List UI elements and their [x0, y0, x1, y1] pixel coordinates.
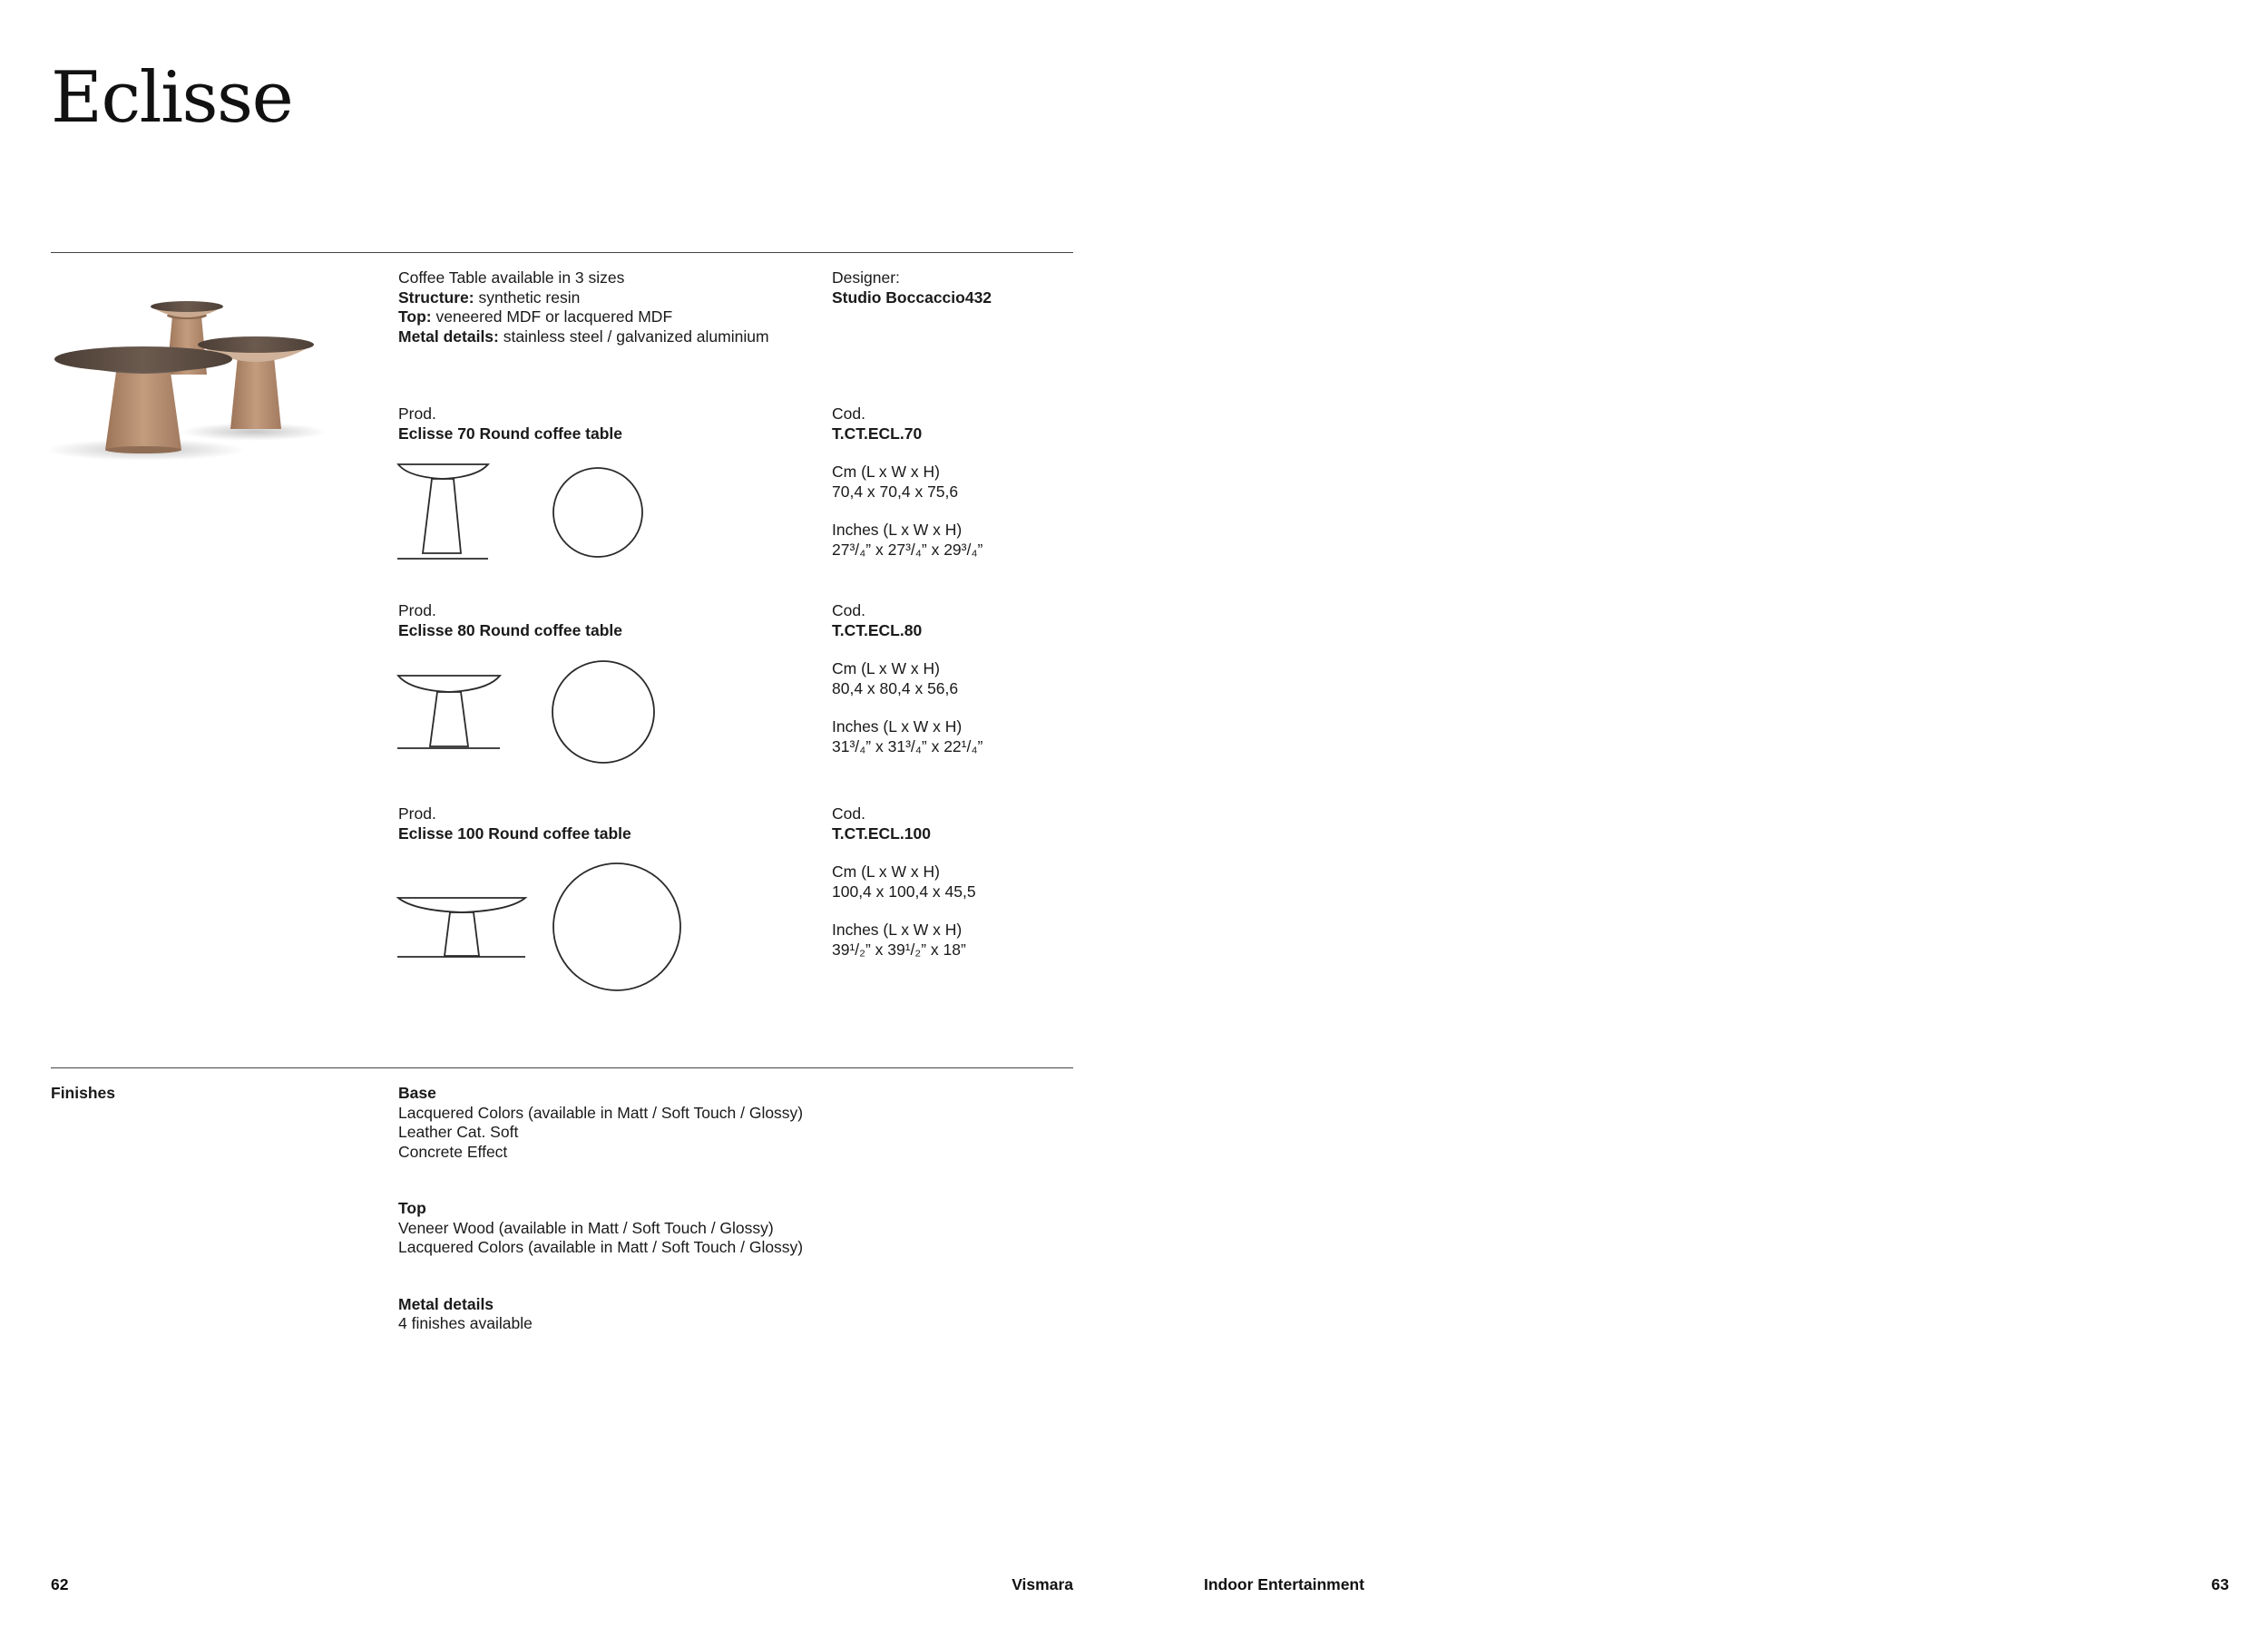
product-name: Eclisse 80 Round coffee table — [398, 620, 623, 639]
top-view-80 — [552, 661, 654, 763]
intro-metal — [398, 327, 769, 347]
brand-name: Vismara — [1012, 1575, 1073, 1593]
product-name: Eclisse 70 Round coffee table — [398, 424, 623, 443]
inch-label: Inches (L x W x H) — [832, 717, 963, 736]
intro-structure — [398, 288, 769, 308]
metal-item: 4 finishes available — [398, 1314, 533, 1332]
top-view-100 — [553, 863, 680, 990]
top-heading: Top — [398, 1199, 426, 1217]
base-heading: Base — [398, 1084, 436, 1102]
cm-label: Cm (L x W x H) — [832, 463, 940, 481]
product-100-drawing — [397, 863, 688, 994]
cm-value: 80,4 x 80,4 x 56,6 — [832, 678, 959, 697]
cod-label: Cod. — [832, 601, 865, 619]
structure-label: Structure: — [398, 287, 474, 307]
product-70-heading — [398, 404, 622, 443]
product-80-heading — [398, 601, 622, 640]
prod-label: Prod. — [398, 601, 436, 619]
inch-label: Inches (L x W x H) — [832, 521, 963, 539]
product-code: T.CT.ECL.70 — [832, 424, 923, 443]
product-100-heading — [398, 804, 631, 843]
inch-value: 27³/₄” x 27³/₄” x 29³/₄” — [832, 540, 983, 559]
product-name: Eclisse 100 Round coffee table — [398, 823, 631, 843]
base-item: Concrete Effect — [398, 1142, 508, 1161]
prod-label: Prod. — [398, 804, 436, 823]
top-value: veneered MDF or lacquered MDF — [435, 307, 673, 326]
finishes-block — [398, 1084, 803, 1334]
prod-label: Prod. — [398, 404, 436, 423]
page-number-left: 62 — [51, 1575, 69, 1593]
intro-summary: Coffee Table available in 3 sizes — [398, 268, 625, 287]
product-photo — [36, 288, 327, 461]
cm-value: 70,4 x 70,4 x 75,6 — [832, 482, 959, 501]
designer-value: Studio Boccaccio432 — [832, 287, 992, 307]
top-item: Veneer Wood (available in Matt / Soft Touch / Glossy) — [398, 1218, 774, 1237]
cm-label: Cm (L x W x H) — [832, 862, 940, 881]
base-item: Leather Cat. Soft — [398, 1123, 519, 1141]
metal-label: Metal details: — [398, 326, 499, 346]
metal-value: stainless steel / galvanized aluminium — [503, 326, 769, 346]
product-70-specs — [832, 404, 982, 560]
side-view-100 — [397, 898, 525, 957]
page-title: Eclisse — [51, 57, 293, 139]
product-100-specs — [832, 804, 976, 960]
inch-value: 31³/₄” x 31³/₄” x 22¹/₄” — [832, 736, 983, 755]
finishes-divider — [51, 1067, 1073, 1068]
base-item: Lacquered Colors (available in Matt / Soft Touch / Glossy) — [398, 1103, 804, 1122]
cod-label: Cod. — [832, 404, 865, 423]
designer-block — [832, 268, 992, 307]
finishes-label: Finishes — [51, 1084, 115, 1102]
product-code: T.CT.ECL.100 — [832, 823, 931, 843]
top-label: Top: — [398, 307, 432, 326]
cm-value: 100,4 x 100,4 x 45,5 — [832, 882, 976, 901]
cm-label: Cm (L x W x H) — [832, 659, 940, 677]
intro-block — [398, 268, 769, 346]
top-view-70 — [553, 468, 642, 557]
product-80-specs — [832, 601, 982, 756]
product-80-drawing — [397, 659, 660, 765]
cod-label: Cod. — [832, 804, 865, 823]
side-view-70 — [397, 464, 488, 559]
designer-label: Designer: — [832, 268, 900, 287]
top-divider — [51, 252, 1073, 253]
side-view-80 — [397, 676, 500, 748]
inch-value: 39¹/₂” x 39¹/₂” x 18” — [832, 940, 966, 959]
section-name: Indoor Entertainment — [1204, 1575, 1364, 1593]
top-item: Lacquered Colors (available in Matt / Soft Touch / Glossy) — [398, 1238, 804, 1256]
metal-heading: Metal details — [398, 1294, 494, 1313]
page-number-right: 63 — [2211, 1575, 2229, 1593]
product-code: T.CT.ECL.80 — [832, 620, 923, 639]
intro-top — [398, 307, 769, 327]
product-70-drawing — [397, 461, 651, 562]
structure-value: synthetic resin — [478, 287, 581, 307]
inch-label: Inches (L x W x H) — [832, 921, 963, 939]
